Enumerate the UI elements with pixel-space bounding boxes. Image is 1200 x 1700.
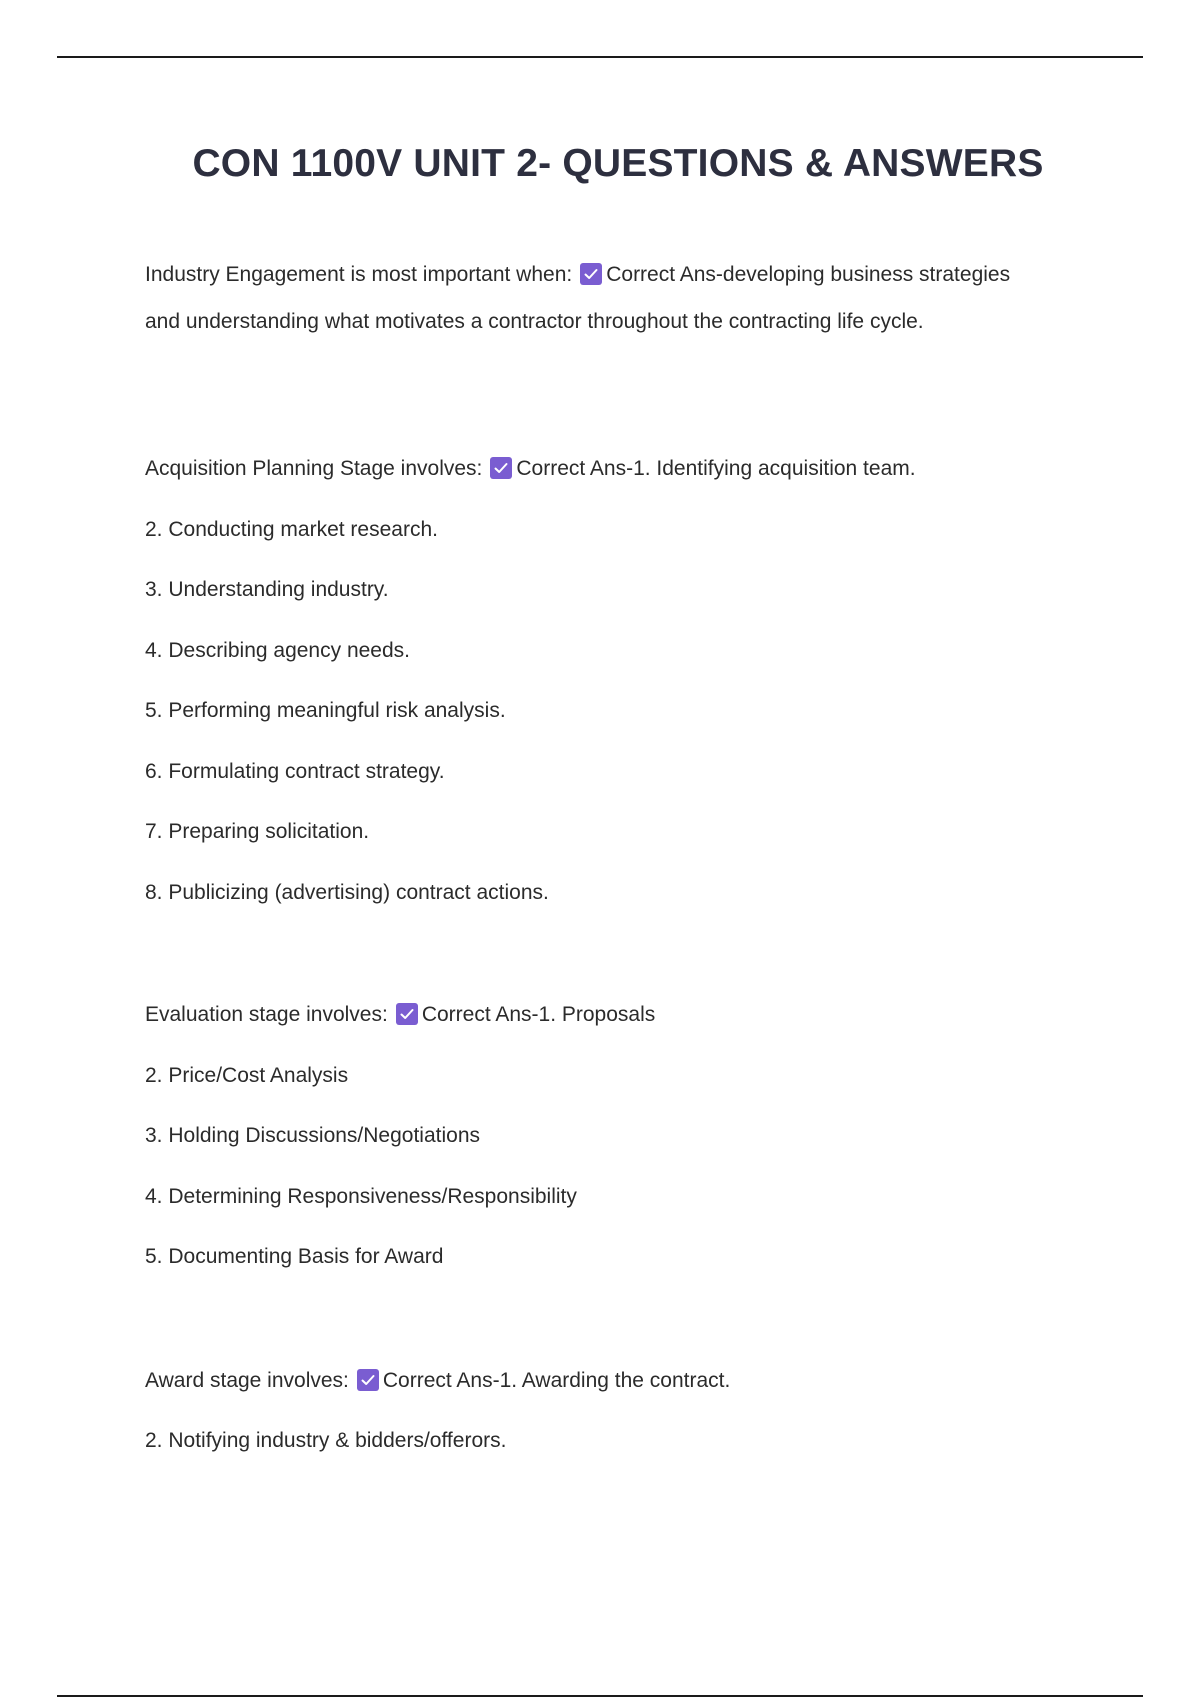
answer-line: 6. Formulating contract strategy. xyxy=(145,759,445,783)
qa-line xyxy=(145,985,1075,1046)
answer-text: Correct Ans-1. Identifying acquisition team. xyxy=(516,457,916,480)
top-rule xyxy=(57,56,1143,58)
answer-line: and understanding what motivates a contractor throughout the contracting life cycle. xyxy=(145,309,924,333)
answer-line: 4. Describing agency needs. xyxy=(145,638,410,662)
answer-text: Correct Ans-1. Awarding the contract. xyxy=(382,1368,731,1392)
question-text: Acquisition Planning Stage involves: xyxy=(145,457,483,480)
check-box-icon xyxy=(396,1003,418,1025)
answer-line: 5. Documenting Basis for Award xyxy=(145,1245,444,1268)
answer-line: 3. Holding Discussions/Negotiations xyxy=(145,1124,481,1147)
bottom-rule xyxy=(57,1695,1143,1697)
question-text: Evaluation stage involves: xyxy=(145,1003,388,1026)
question-text: Award stage involves: xyxy=(145,1368,349,1392)
qa-content xyxy=(145,252,1075,1472)
answer-text: Correct Ans-1. Proposals xyxy=(421,1003,656,1026)
answer-line: 2. Notifying industry & bidders/offerors. xyxy=(145,1429,507,1452)
qa-line xyxy=(145,1351,1075,1412)
qa-item-industry-engagement xyxy=(145,252,1075,345)
check-box-icon xyxy=(357,1369,379,1391)
answer-line: 5. Performing meaningful risk analysis. xyxy=(145,699,506,722)
answer-line: 4. Determining Responsiveness/Responsibility xyxy=(145,1184,577,1208)
check-box-icon xyxy=(580,263,602,285)
qa-item-award-stage xyxy=(145,1351,1075,1472)
answer-line: 2. Conducting market research. xyxy=(145,517,438,541)
answer-line: 8. Publicizing (advertising) contract actions. xyxy=(145,880,549,904)
answer-line: 7. Preparing solicitation. xyxy=(145,820,370,843)
qa-item-acquisition-planning xyxy=(145,439,1075,923)
question-text: Industry Engagement is most important when: xyxy=(145,263,573,286)
qa-line xyxy=(145,252,1075,299)
qa-line xyxy=(145,439,1075,500)
qa-item-evaluation-stage xyxy=(145,985,1075,1288)
page-title: CON 1100V UNIT 2- QUESTIONS & ANSWERS xyxy=(192,142,1044,185)
answer-line: 3. Understanding industry. xyxy=(145,578,389,601)
answer-line: 2. Price/Cost Analysis xyxy=(145,1063,349,1087)
answer-text: Correct Ans-developing business strategies xyxy=(606,263,1011,286)
check-box-icon xyxy=(490,457,512,479)
